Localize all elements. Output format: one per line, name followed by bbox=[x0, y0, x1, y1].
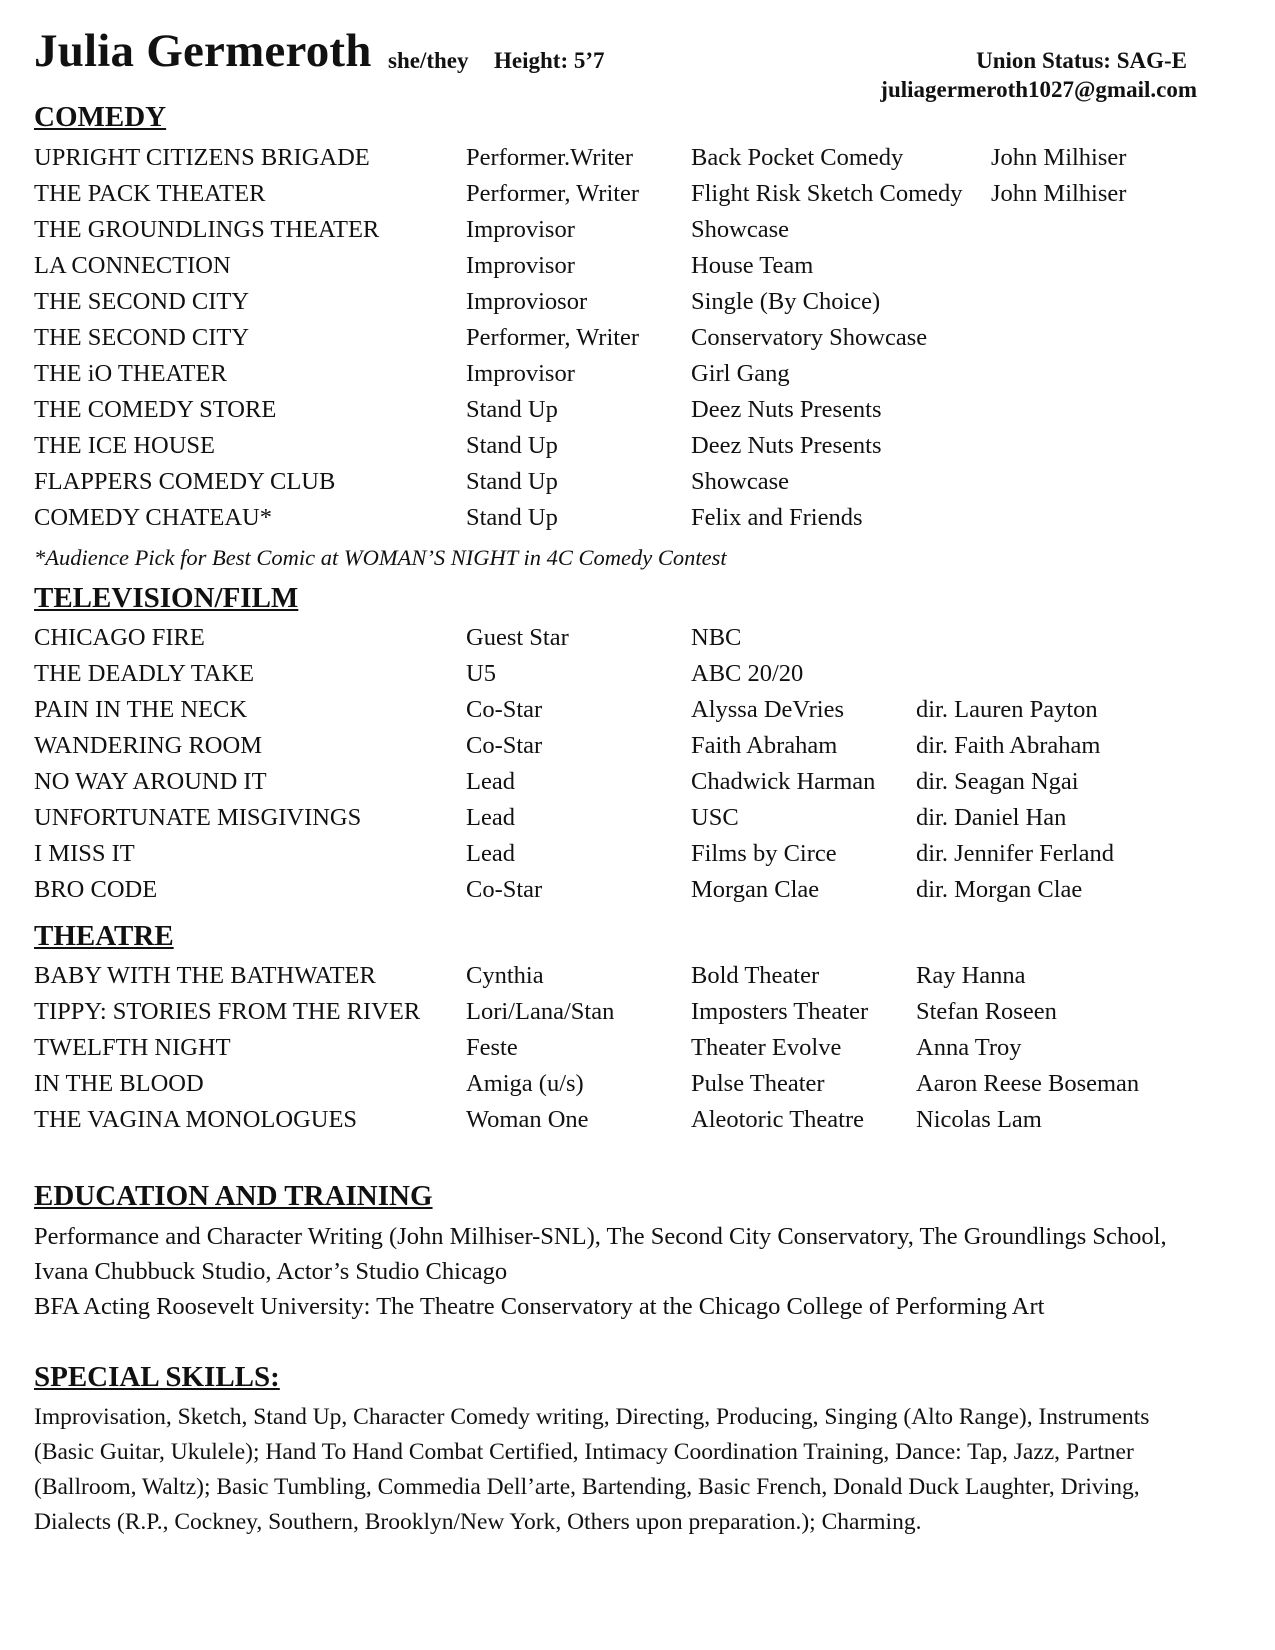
project-company: USC bbox=[691, 804, 739, 831]
comedy-show: House Team bbox=[691, 252, 814, 279]
project-role: Co-Star bbox=[466, 732, 543, 759]
project-title: WANDERING ROOM bbox=[34, 732, 262, 759]
comedy-role: Stand Up bbox=[466, 504, 558, 531]
comedy-role: Stand Up bbox=[466, 396, 558, 423]
project-role: Co-Star bbox=[466, 876, 543, 903]
play-role: Woman One bbox=[466, 1106, 589, 1133]
project-title: CHICAGO FIRE bbox=[34, 624, 205, 651]
comedy-venue: COMEDY CHATEAU* bbox=[34, 504, 272, 531]
project-role: Lead bbox=[466, 840, 515, 867]
theatre-heading: THEATRE bbox=[34, 920, 174, 952]
project-title: THE DEADLY TAKE bbox=[34, 660, 255, 687]
project-title: PAIN IN THE NECK bbox=[34, 696, 248, 723]
project-director: dir. Morgan Clae bbox=[916, 876, 1083, 903]
project-company: Morgan Clae bbox=[691, 876, 820, 903]
play-title: TIPPY: STORIES FROM THE RIVER bbox=[34, 998, 421, 1025]
project-director: dir. Seagan Ngai bbox=[916, 768, 1079, 795]
tv-film-heading: TELEVISION/FILM bbox=[34, 582, 299, 614]
comedy-show: Back Pocket Comedy bbox=[691, 144, 904, 171]
play-director: Anna Troy bbox=[916, 1034, 1022, 1061]
play-role: Feste bbox=[466, 1034, 518, 1061]
play-title: TWELFTH NIGHT bbox=[34, 1034, 231, 1061]
project-title: I MISS IT bbox=[34, 840, 135, 867]
comedy-show: Deez Nuts Presents bbox=[691, 432, 882, 459]
play-theater: Imposters Theater bbox=[691, 998, 869, 1025]
comedy-role: Performer.Writer bbox=[466, 144, 634, 171]
height: Height: 5’7 bbox=[494, 48, 605, 73]
skills-text: Improvisation, Sketch, Stand Up, Character Comedy writing, Directing, Producing, Singing (Alto Range), Instruments (Basic Guitar, Ukulele); Hand To Hand Combat Certified, Intimacy Coordination Training, Dance: Tap, Jazz, Partner (Ballroom, Waltz); Basic Tumbling, Commedia Dell’arte, Bartending, Basic French, Donald Duck Laughter, Driving, Dialects (R.P., Cockney, Southern, Brooklyn/New York, Others upon preparation.); Charming. bbox=[34, 1404, 1150, 1535]
comedy-role: Stand Up bbox=[466, 468, 558, 495]
education-degree-text: BFA Acting Roosevelt University: The Theatre Conservatory at the Chicago College of Performing Art bbox=[34, 1293, 1045, 1320]
play-theater: Pulse Theater bbox=[691, 1070, 825, 1097]
comedy-role: Improvisor bbox=[466, 252, 575, 279]
play-role: Lori/Lana/Stan bbox=[466, 998, 615, 1025]
comedy-venue: FLAPPERS COMEDY CLUB bbox=[34, 468, 336, 495]
play-theater: Bold Theater bbox=[691, 962, 820, 989]
comedy-role: Performer, Writer bbox=[466, 180, 640, 207]
play-director: Aaron Reese Boseman bbox=[916, 1070, 1140, 1097]
project-company: Films by Circe bbox=[691, 840, 837, 867]
play-title: THE VAGINA MONOLOGUES bbox=[34, 1106, 358, 1133]
play-title: BABY WITH THE BATHWATER bbox=[34, 962, 376, 989]
comedy-role: Performer, Writer bbox=[466, 324, 640, 351]
project-title: NO WAY AROUND IT bbox=[34, 768, 267, 795]
skills-heading: SPECIAL SKILLS: bbox=[34, 1361, 280, 1393]
play-director: Ray Hanna bbox=[916, 962, 1026, 989]
project-role: Co-Star bbox=[466, 696, 543, 723]
comedy-footnote: *Audience Pick for Best Comic at WOMAN’S NIGHT in 4C Comedy Contest bbox=[34, 545, 727, 570]
project-title: BRO CODE bbox=[34, 876, 158, 903]
comedy-venue: THE SECOND CITY bbox=[34, 288, 250, 315]
play-title: IN THE BLOOD bbox=[34, 1070, 204, 1097]
play-theater: Aleotoric Theatre bbox=[691, 1106, 865, 1133]
play-director: Nicolas Lam bbox=[916, 1106, 1042, 1133]
comedy-role: Stand Up bbox=[466, 432, 558, 459]
email: juliagermeroth1027@gmail.com bbox=[880, 77, 1197, 102]
project-company: NBC bbox=[691, 624, 742, 651]
project-director: dir. Jennifer Ferland bbox=[916, 840, 1114, 867]
comedy-venue: THE PACK THEATER bbox=[34, 180, 266, 207]
comedy-show: Conservatory Showcase bbox=[691, 324, 928, 351]
union-status: Union Status: SAG-E bbox=[976, 48, 1187, 73]
comedy-show: Showcase bbox=[691, 216, 789, 243]
education-training-text: Performance and Character Writing (John Milhiser-SNL), The Second City Conservatory, The Groundlings School, Ivana Chubbuck Studio, Actor’s Studio Chicago bbox=[34, 1223, 1167, 1285]
comedy-show: Showcase bbox=[691, 468, 789, 495]
comedy-venue: LA CONNECTION bbox=[34, 252, 231, 279]
comedy-role: Improvisor bbox=[466, 216, 575, 243]
project-title: UNFORTUNATE MISGIVINGS bbox=[34, 804, 362, 831]
comedy-show: Felix and Friends bbox=[691, 504, 863, 531]
project-company: Faith Abraham bbox=[691, 732, 838, 759]
comedy-venue: THE GROUNDLINGS THEATER bbox=[34, 216, 380, 243]
comedy-director: John Milhiser bbox=[991, 180, 1127, 207]
project-director: dir. Faith Abraham bbox=[916, 732, 1101, 759]
play-theater: Theater Evolve bbox=[691, 1034, 842, 1061]
actor-name: Julia Germeroth bbox=[34, 25, 372, 77]
comedy-show: Girl Gang bbox=[691, 360, 790, 387]
comedy-show: Deez Nuts Presents bbox=[691, 396, 882, 423]
play-role: Amiga (u/s) bbox=[466, 1070, 584, 1097]
project-role: Guest Star bbox=[466, 624, 569, 651]
comedy-venue: THE COMEDY STORE bbox=[34, 396, 277, 423]
play-role: Cynthia bbox=[466, 962, 544, 989]
comedy-show: Flight Risk Sketch Comedy bbox=[691, 180, 963, 207]
comedy-heading: COMEDY bbox=[34, 101, 167, 133]
project-director: dir. Daniel Han bbox=[916, 804, 1067, 831]
project-company: Alyssa DeVries bbox=[691, 696, 844, 723]
comedy-show: Single (By Choice) bbox=[691, 288, 881, 315]
project-role: U5 bbox=[466, 660, 496, 687]
project-company: Chadwick Harman bbox=[691, 768, 876, 795]
pronouns: she/they bbox=[388, 48, 469, 73]
project-director: dir. Lauren Payton bbox=[916, 696, 1098, 723]
project-role: Lead bbox=[466, 768, 515, 795]
comedy-role: Improviosor bbox=[466, 288, 588, 315]
comedy-venue: THE SECOND CITY bbox=[34, 324, 250, 351]
comedy-role: Improvisor bbox=[466, 360, 575, 387]
project-company: ABC 20/20 bbox=[691, 660, 804, 687]
education-heading: EDUCATION AND TRAINING bbox=[34, 1180, 433, 1212]
comedy-venue: THE ICE HOUSE bbox=[34, 432, 216, 459]
comedy-venue: UPRIGHT CITIZENS BRIGADE bbox=[34, 144, 370, 171]
comedy-venue: THE iO THEATER bbox=[34, 360, 227, 387]
comedy-director: John Milhiser bbox=[991, 144, 1127, 171]
play-director: Stefan Roseen bbox=[916, 998, 1057, 1025]
project-role: Lead bbox=[466, 804, 515, 831]
